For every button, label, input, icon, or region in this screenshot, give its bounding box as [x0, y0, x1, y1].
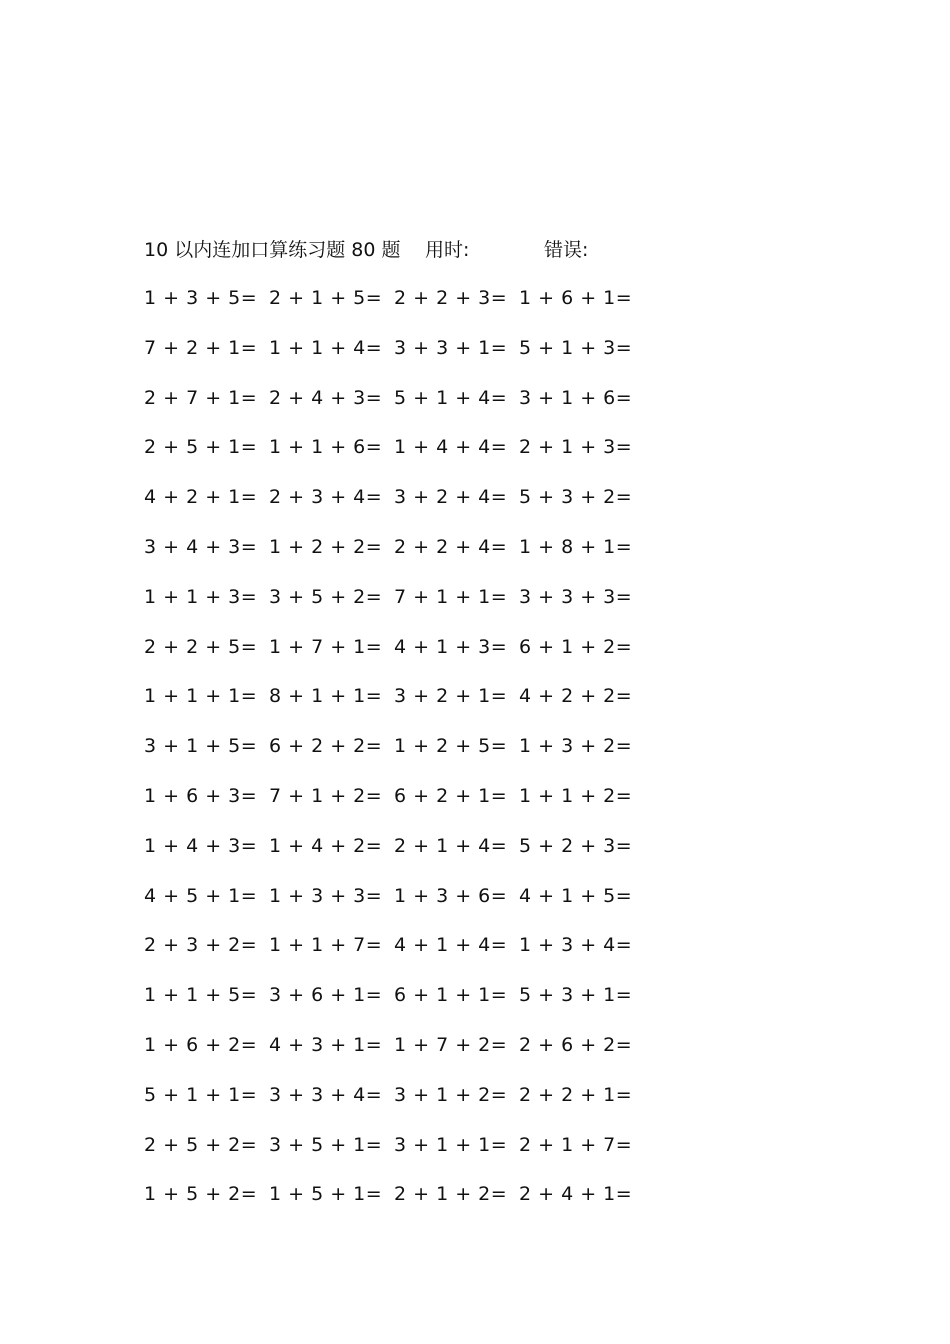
problem-item: 1 + 1 + 1= [144, 685, 258, 708]
problem-item: 2 + 2 + 3= [394, 287, 508, 309]
problem-item: 3 + 1 + 6= [519, 386, 633, 409]
problem-item: 2 + 1 + 3= [519, 436, 633, 459]
problem-item: 1 + 3 + 4= [519, 934, 633, 957]
problem-item: 7 + 2 + 1= [144, 336, 258, 359]
problem-item: 1 + 5 + 1= [269, 1183, 383, 1206]
problem-item: 5 + 1 + 3= [519, 336, 633, 359]
problem-item: 1 + 7 + 2= [394, 1033, 508, 1056]
problem-item: 3 + 2 + 1= [394, 685, 508, 708]
problem-row [144, 682, 664, 732]
problem-item: 2 + 1 + 4= [394, 834, 508, 857]
problem-item: 3 + 3 + 1= [394, 336, 508, 359]
problem-row [144, 931, 664, 981]
problem-row [144, 483, 664, 533]
errors-label: 错误: [544, 239, 589, 261]
problem-row [144, 981, 664, 1031]
problem-row [144, 1031, 664, 1081]
problem-item: 6 + 2 + 2= [269, 735, 383, 758]
problem-item: 1 + 6 + 2= [144, 1033, 258, 1056]
problem-row [144, 1081, 664, 1131]
problem-item: 3 + 6 + 1= [269, 984, 383, 1007]
problem-item: 1 + 3 + 5= [144, 287, 258, 309]
problem-item: 2 + 2 + 1= [519, 1083, 633, 1106]
problem-item: 6 + 2 + 1= [394, 784, 508, 807]
problem-item: 5 + 2 + 3= [519, 834, 633, 857]
problem-item: 3 + 5 + 1= [269, 1133, 383, 1156]
problem-item: 1 + 3 + 2= [519, 735, 633, 758]
problem-item: 6 + 1 + 2= [519, 635, 633, 658]
problem-item: 6 + 1 + 1= [394, 984, 508, 1007]
problem-item: 1 + 4 + 4= [394, 436, 508, 459]
problem-item: 2 + 7 + 1= [144, 386, 258, 409]
problem-item: 3 + 2 + 4= [394, 486, 508, 509]
problem-item: 3 + 4 + 3= [144, 535, 258, 558]
problem-item: 2 + 4 + 1= [519, 1183, 633, 1206]
problem-item: 3 + 5 + 2= [269, 585, 383, 608]
problem-row [144, 882, 664, 932]
problem-item: 8 + 1 + 1= [269, 685, 383, 708]
problem-item: 5 + 3 + 1= [519, 984, 633, 1007]
problem-row [144, 732, 664, 782]
problem-item: 1 + 1 + 4= [269, 336, 383, 359]
problem-row [144, 583, 664, 633]
problem-item: 3 + 1 + 1= [394, 1133, 508, 1156]
problem-item: 4 + 1 + 4= [394, 934, 508, 957]
problem-item: 4 + 1 + 5= [519, 884, 633, 907]
problem-item: 4 + 2 + 2= [519, 685, 633, 708]
worksheet-header [144, 236, 664, 264]
problem-item: 2 + 1 + 5= [269, 287, 383, 309]
problem-row [144, 1131, 664, 1181]
problem-item: 1 + 1 + 3= [144, 585, 258, 608]
problem-item: 1 + 6 + 3= [144, 784, 258, 807]
problem-item: 2 + 3 + 2= [144, 934, 258, 957]
problem-row [144, 334, 664, 384]
problem-item: 1 + 1 + 5= [144, 984, 258, 1007]
problem-item: 1 + 8 + 1= [519, 535, 633, 558]
problem-item: 2 + 3 + 4= [269, 486, 383, 509]
problem-row [144, 832, 664, 882]
problem-item: 2 + 1 + 7= [519, 1133, 633, 1156]
problem-item: 2 + 2 + 4= [394, 535, 508, 558]
problem-item: 4 + 2 + 1= [144, 486, 258, 509]
problem-item: 1 + 1 + 2= [519, 784, 633, 807]
problem-item: 3 + 3 + 4= [269, 1083, 383, 1106]
time-used-label: 用时: [425, 239, 470, 261]
problem-item: 1 + 1 + 6= [269, 436, 383, 459]
problem-grid [144, 284, 664, 1230]
problem-item: 2 + 6 + 2= [519, 1033, 633, 1056]
problem-row [144, 384, 664, 434]
problem-item: 2 + 4 + 3= [269, 386, 383, 409]
problem-item: 2 + 5 + 2= [144, 1133, 258, 1156]
problem-item: 7 + 1 + 1= [394, 585, 508, 608]
problem-row [144, 284, 664, 334]
problem-item: 3 + 1 + 2= [394, 1083, 508, 1106]
problem-item: 4 + 3 + 1= [269, 1033, 383, 1056]
problem-row [144, 1180, 664, 1230]
problem-item: 1 + 4 + 2= [269, 834, 383, 857]
worksheet-title: 10 以内连加口算练习题 80 题 [144, 239, 401, 261]
problem-row [144, 633, 664, 683]
problem-item: 4 + 1 + 3= [394, 635, 508, 658]
problem-item: 4 + 5 + 1= [144, 884, 258, 907]
problem-item: 1 + 4 + 3= [144, 834, 258, 857]
problem-item: 5 + 3 + 2= [519, 486, 633, 509]
problem-item: 3 + 1 + 5= [144, 735, 258, 758]
problem-row [144, 782, 664, 832]
problem-item: 1 + 5 + 2= [144, 1183, 258, 1206]
problem-item: 1 + 3 + 6= [394, 884, 508, 907]
problem-row [144, 533, 664, 583]
problem-item: 2 + 1 + 2= [394, 1183, 508, 1206]
problem-item: 1 + 3 + 3= [269, 884, 383, 907]
problem-item: 7 + 1 + 2= [269, 784, 383, 807]
problem-item: 1 + 2 + 5= [394, 735, 508, 758]
problem-item: 2 + 5 + 1= [144, 436, 258, 459]
problem-item: 1 + 6 + 1= [519, 287, 633, 309]
problem-row [144, 433, 664, 483]
problem-item: 1 + 7 + 1= [269, 635, 383, 658]
problem-item: 5 + 1 + 1= [144, 1083, 258, 1106]
problem-item: 1 + 2 + 2= [269, 535, 383, 558]
problem-item: 5 + 1 + 4= [394, 386, 508, 409]
problem-item: 2 + 2 + 5= [144, 635, 258, 658]
problem-item: 1 + 1 + 7= [269, 934, 383, 957]
problem-item: 3 + 3 + 3= [519, 585, 633, 608]
